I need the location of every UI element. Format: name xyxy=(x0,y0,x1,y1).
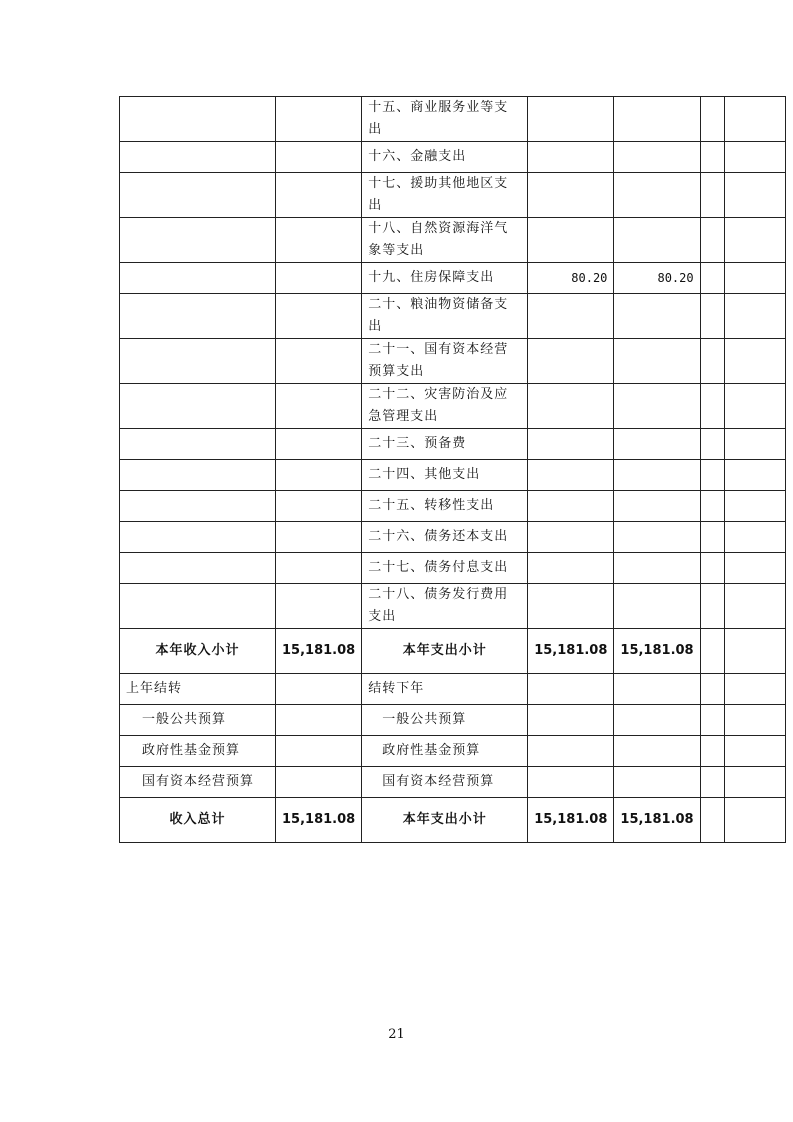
table-row xyxy=(120,491,786,522)
expense-subtotal-label: 本年支出小计 xyxy=(362,629,528,674)
table-row xyxy=(120,339,786,384)
budget-table xyxy=(119,96,786,843)
expense-item: 二十七、债务付息支出 xyxy=(362,553,528,584)
expense-item: 二十四、其他支出 xyxy=(362,460,528,491)
income-subtotal-value: 15,181.08 xyxy=(276,629,362,674)
income-subtotal-label: 本年收入小计 xyxy=(120,629,276,674)
expense-total-value: 15,181.08 xyxy=(614,798,700,843)
expense-item: 十六、金融支出 xyxy=(362,142,528,173)
table-row xyxy=(120,584,786,629)
total-row xyxy=(120,798,786,843)
expense-value: 80.20 xyxy=(528,263,614,294)
income-total-label: 收入总计 xyxy=(120,798,276,843)
carry-forward-label: 结转下年 xyxy=(362,674,528,705)
table-row xyxy=(120,429,786,460)
expense-subtotal-value: 15,181.08 xyxy=(528,629,614,674)
table-row xyxy=(120,384,786,429)
carry-row: 一般公共预算 一般公共预算 xyxy=(120,705,786,736)
carry-row: 政府性基金预算 政府性基金预算 xyxy=(120,736,786,767)
table-row xyxy=(120,263,786,294)
expense-item: 二十三、预备费 xyxy=(362,429,528,460)
table-row xyxy=(120,218,786,263)
expense-item: 二十八、债务发行费用支出 xyxy=(362,584,528,629)
income-total-value: 15,181.08 xyxy=(276,798,362,843)
subtotal-row xyxy=(120,629,786,674)
table-row xyxy=(120,294,786,339)
expense-item: 十九、住房保障支出 xyxy=(362,263,528,294)
carry-row xyxy=(120,674,786,705)
table-row xyxy=(120,522,786,553)
page-number: 21 xyxy=(388,1027,405,1042)
expense-item: 二十一、国有资本经营预算支出 xyxy=(362,339,528,384)
table-row xyxy=(120,97,786,142)
table-row xyxy=(120,142,786,173)
expense-total-value: 15,181.08 xyxy=(528,798,614,843)
expense-item: 二十六、债务还本支出 xyxy=(362,522,528,553)
expense-item: 十八、自然资源海洋气象等支出 xyxy=(362,218,528,263)
expense-item: 二十二、灾害防治及应急管理支出 xyxy=(362,384,528,429)
table-row xyxy=(120,460,786,491)
expense-item: 十五、商业服务业等支出 xyxy=(362,97,528,142)
expense-item: 十七、援助其他地区支出 xyxy=(362,173,528,218)
expense-value: 80.20 xyxy=(614,263,700,294)
expense-item: 二十、粮油物资储备支出 xyxy=(362,294,528,339)
carry-over-label: 上年结转 xyxy=(120,674,276,705)
expense-subtotal-value: 15,181.08 xyxy=(614,629,700,674)
table-row xyxy=(120,173,786,218)
table-row xyxy=(120,553,786,584)
carry-row: 国有资本经营预算 国有资本经营预算 xyxy=(120,767,786,798)
expense-item: 二十五、转移性支出 xyxy=(362,491,528,522)
expense-total-label: 本年支出小计 xyxy=(362,798,528,843)
